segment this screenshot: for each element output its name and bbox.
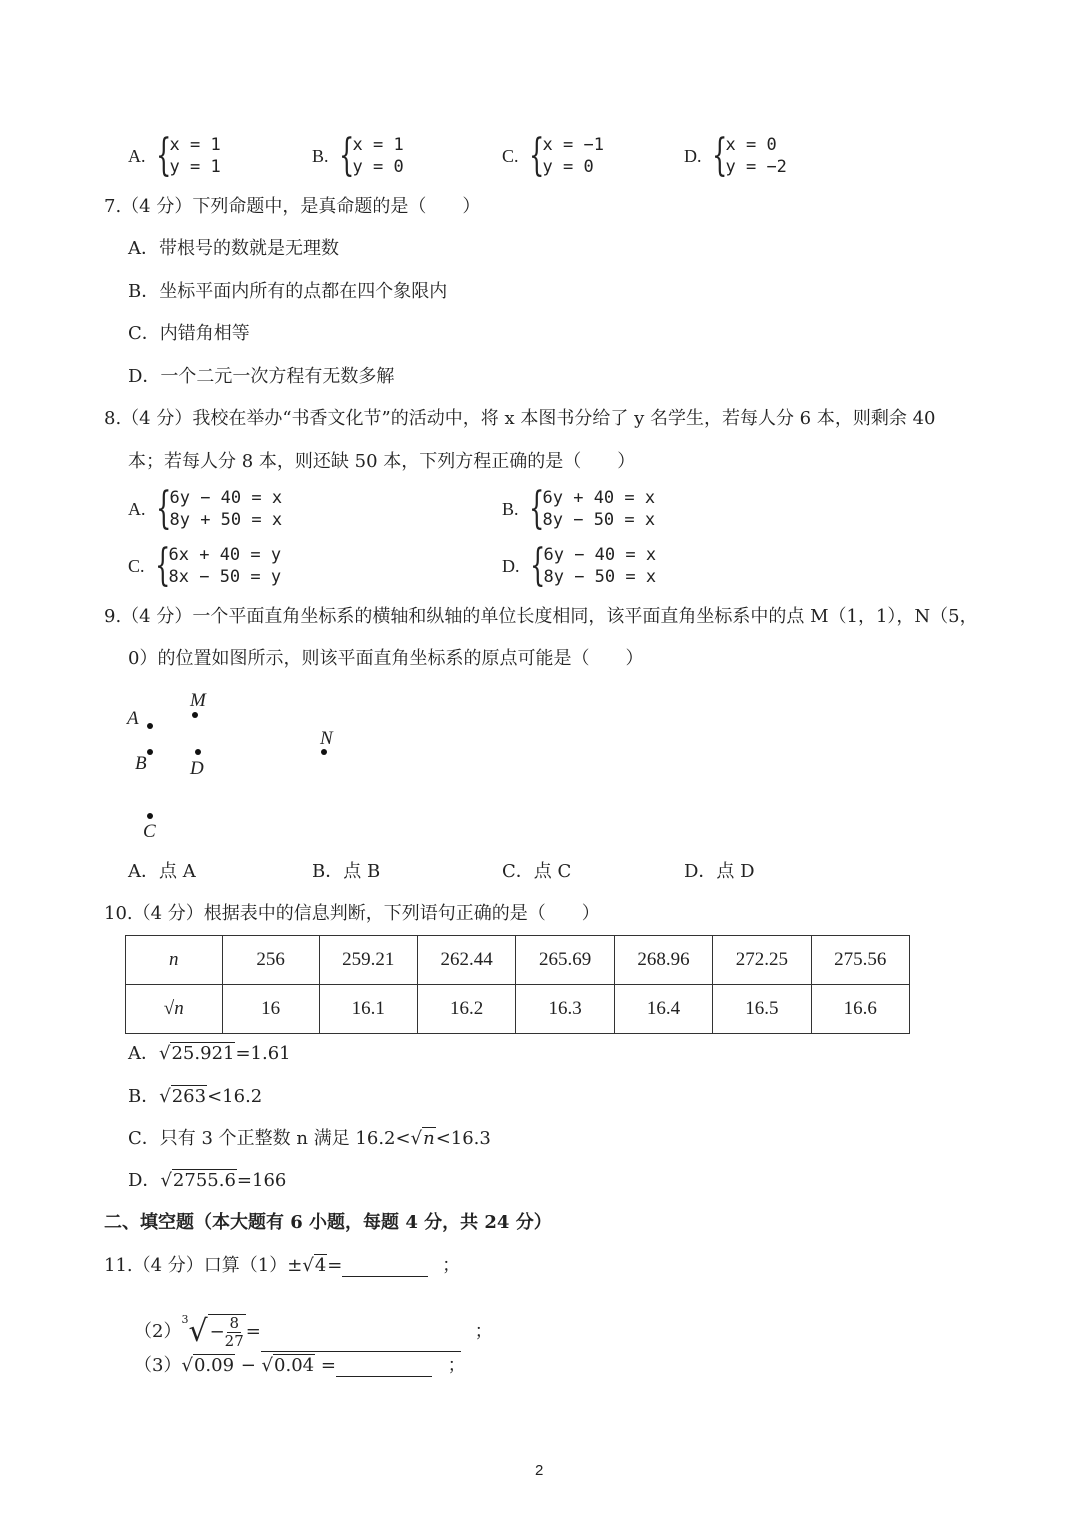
minus-sign: −: [209, 1321, 225, 1343]
part-label: （2）: [134, 1321, 182, 1342]
sqrt-expression: √n: [410, 1128, 435, 1149]
numerator: 8: [229, 1314, 239, 1332]
table-row: [126, 985, 910, 1034]
q9-option-d: D．点 D: [684, 861, 755, 882]
table-cell: 16: [222, 985, 319, 1034]
table-cell: 262.44: [417, 936, 515, 985]
table-row: [126, 936, 910, 985]
table-cell: 268.96: [614, 936, 712, 985]
brace-icon: {: [155, 483, 171, 534]
option-label: D.: [684, 145, 702, 166]
page-number: 2: [535, 1462, 544, 1479]
q8-option-b: [502, 483, 656, 534]
table-cell: 272.25: [713, 936, 811, 985]
table-cell: 16.2: [417, 985, 515, 1034]
q6-option-b: [312, 130, 404, 181]
answer-blank[interactable]: [261, 1323, 461, 1352]
brace-icon: {: [155, 130, 171, 181]
answer-blank[interactable]: [342, 1276, 428, 1277]
option-label: C.: [128, 555, 145, 576]
equation-row: y = 0: [352, 157, 404, 177]
fraction: [225, 1315, 244, 1350]
q10-option-a: [128, 1043, 291, 1065]
point-label-c: C: [143, 821, 156, 842]
q9-stem-line2: 0）的位置如图所示，则该平面直角坐标系的原点可能是（ ）: [128, 648, 644, 669]
option-tail: <16.3: [435, 1128, 491, 1149]
point-b-dot: [147, 749, 153, 755]
option-label: D．: [128, 1170, 161, 1191]
q11-part3: [134, 1355, 466, 1377]
option-label: B．: [128, 1086, 160, 1107]
q7-option-b: B．坐标平面内所有的点都在四个象限内: [128, 281, 448, 302]
table-cell: 16.1: [319, 985, 417, 1034]
equation-row: 6y − 40 = x: [169, 488, 283, 508]
equation-row: 6y + 40 = x: [542, 488, 656, 508]
point-n-dot: [321, 749, 327, 755]
point-label-a: A: [127, 708, 139, 729]
point-a-dot: [147, 723, 153, 729]
equation-row: 8x − 50 = y: [168, 567, 282, 587]
q7-option-c: C．内错角相等: [128, 323, 250, 344]
point-label-m: M: [190, 690, 206, 711]
q10-stem: 10.（4 分）根据表中的信息判断，下列语句正确的是（ ）: [104, 903, 600, 924]
table-cell: 265.69: [516, 936, 614, 985]
q8-option-d: [502, 540, 657, 591]
point-c-dot: [147, 813, 153, 819]
q7-option-d: D．一个二元一次方程有无数多解: [128, 366, 395, 387]
equation-row: y = 1: [169, 157, 221, 177]
table-head-cell: n: [126, 936, 223, 985]
q10-option-d: [128, 1170, 286, 1192]
table-cell: 16.4: [614, 985, 712, 1034]
q7-option-a: A．带根号的数就是无理数: [128, 238, 339, 259]
radicand: 263: [171, 1086, 207, 1107]
radicand: 0.09: [193, 1355, 235, 1376]
q6-option-c: [502, 130, 604, 181]
brace-icon: {: [338, 130, 354, 181]
table-cell: 275.56: [811, 936, 909, 985]
brace-icon: {: [528, 483, 544, 534]
option-tail: =166: [236, 1170, 287, 1191]
table-cell: 16.6: [811, 985, 909, 1034]
option-label: A.: [128, 145, 146, 166]
answer-blank[interactable]: [336, 1376, 432, 1377]
denominator: 27: [224, 1332, 244, 1350]
equation-row: 8y − 50 = x: [543, 567, 657, 587]
equation-row: x = −1: [542, 135, 604, 155]
root-index: 3: [181, 1313, 189, 1326]
equals-sign: =: [315, 1355, 336, 1376]
q9-stem-line1: 9.（4 分）一个平面直角坐标系的横轴和纵轴的单位长度相同，该平面直角坐标系中的点 M（1，1），N（5，: [104, 606, 978, 627]
q10-option-b: [128, 1086, 262, 1108]
q9-option-c: C．点 C: [502, 861, 572, 882]
equals-sign: =: [327, 1255, 343, 1276]
radicand: n: [423, 1128, 435, 1149]
brace-icon: {: [154, 540, 170, 591]
q9-option-a: A．点 A: [128, 861, 196, 882]
sqrt-expression: √0.04: [261, 1355, 315, 1376]
q8-stem-line1: 8.（4 分）我校在举办“书香文化节”的活动中，将 x 本图书分给了 y 名学生，若每人分 6 本，则剩余 40: [104, 408, 936, 429]
q7-stem: 7.（4 分）下列命题中，是真命题的是（ ）: [104, 196, 481, 217]
q8-option-a: [128, 483, 283, 534]
sqrt-expression: √4: [302, 1255, 327, 1276]
equation-row: x = 0: [725, 135, 777, 155]
radicand: 2755.6: [172, 1170, 236, 1191]
q8-stem-line2: 本；若每人分 8 本，则还缺 50 本，下列方程正确的是（ ）: [128, 451, 636, 472]
equation-row: 8y + 50 = x: [169, 510, 283, 530]
q11-part2: [134, 1300, 493, 1350]
q8-option-c: [128, 540, 282, 591]
table-cell: 259.21: [319, 936, 417, 985]
table-cell: 16.5: [713, 985, 811, 1034]
q10-option-c: [128, 1128, 491, 1150]
option-label: A．: [128, 1043, 159, 1064]
equation-row: 8y − 50 = x: [542, 510, 656, 530]
point-label-d: D: [190, 758, 204, 779]
sqrt-expression: √263: [159, 1086, 207, 1107]
point-m-dot: [192, 712, 198, 718]
q11-part1: [104, 1255, 460, 1277]
equation-row: y = −2: [725, 157, 787, 177]
semicolon: ；: [447, 1355, 466, 1376]
radicand: 4: [314, 1255, 327, 1276]
point-label-b: B: [135, 753, 147, 774]
equation-row: x = 1: [169, 135, 221, 155]
option-label: C.: [502, 145, 519, 166]
sqrt-expression: √0.09: [181, 1355, 235, 1376]
q6-option-d: [684, 130, 787, 181]
root-sign-icon: √: [188, 1314, 208, 1349]
part-label: （3）: [134, 1355, 182, 1376]
table-cell: 16.3: [516, 985, 614, 1034]
brace-icon: {: [711, 130, 727, 181]
option-label: B.: [502, 498, 519, 519]
table-head-cell: √n: [126, 985, 223, 1034]
minus-sign: −: [235, 1355, 262, 1376]
equation-row: 6y − 40 = x: [543, 545, 657, 565]
point-label-n: N: [320, 728, 333, 749]
option-label: B.: [312, 145, 329, 166]
q10-table: [125, 935, 910, 1034]
sqrt-expression: √25.921: [159, 1043, 235, 1064]
equation-row: x = 1: [352, 135, 404, 155]
sqrt-expression: √2755.6: [160, 1170, 236, 1191]
point-d-dot: [195, 749, 201, 755]
equals-sign: =: [245, 1321, 261, 1342]
table-cell: 256: [222, 936, 319, 985]
option-tail: <16.2: [207, 1086, 263, 1107]
radicand: 25.921: [171, 1043, 235, 1064]
brace-icon: {: [528, 130, 544, 181]
equation-row: y = 0: [542, 157, 594, 177]
q11-stem: 11.（4 分）口算（1）±: [104, 1255, 303, 1276]
option-label: A.: [128, 498, 146, 519]
equation-row: 6x + 40 = y: [168, 545, 282, 565]
brace-icon: {: [529, 540, 545, 591]
option-label: C．: [128, 1128, 160, 1149]
radicand: 0.04: [274, 1355, 315, 1376]
option-label: D.: [502, 555, 520, 576]
radicand-fraction: [208, 1314, 246, 1350]
semicolon: ；: [442, 1255, 461, 1276]
section-heading: 二、填空题（本大题有 6 小题，每题 4 分，共 24 分）: [104, 1212, 552, 1233]
option-text: 只有 3 个正整数 n 满足 16.2<: [159, 1128, 411, 1149]
q9-option-b: B．点 B: [312, 861, 381, 882]
semicolon: ；: [474, 1321, 493, 1342]
q6-option-a: [128, 130, 221, 181]
option-tail: =1.61: [235, 1043, 291, 1064]
